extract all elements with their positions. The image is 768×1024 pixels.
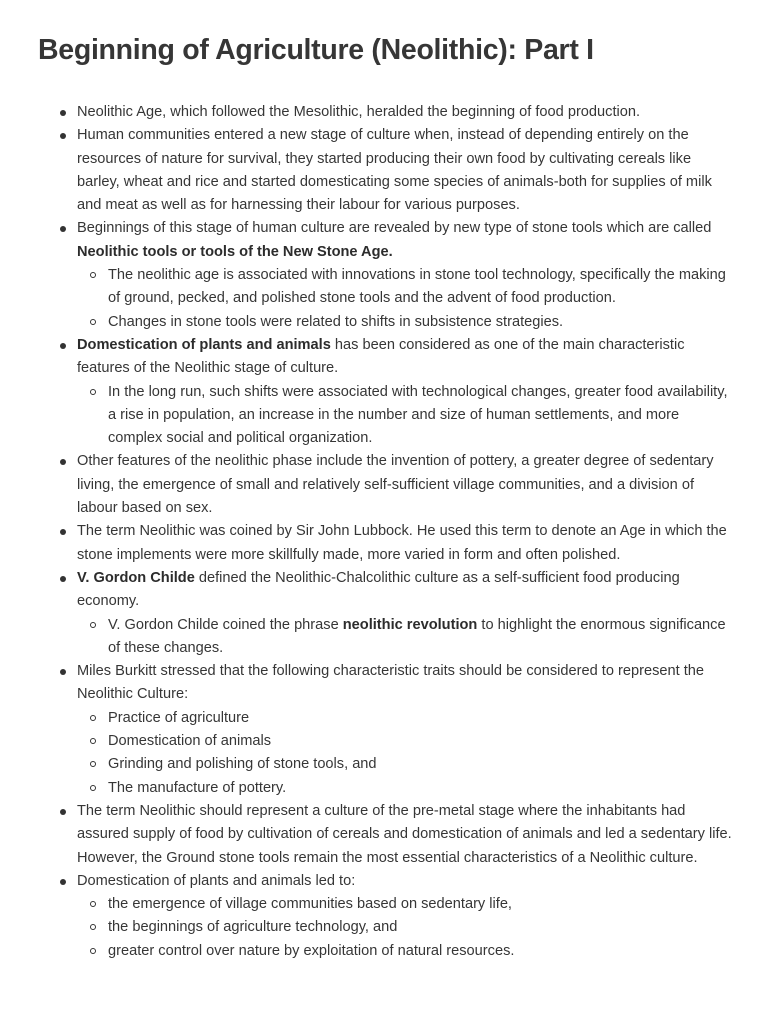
sub-list-item [108, 614, 732, 661]
sub-list-item: Changes in stone tools were related to shifts in subsistence strategies. [108, 311, 732, 334]
item-text: has been considered as one of the main characteristic features of the Neolithic stage of culture. [77, 336, 685, 377]
list-item [77, 660, 732, 800]
list-item [77, 101, 732, 124]
item-text: Neolithic Age, which followed the Mesolithic, heralded the beginning of food production. [77, 104, 641, 120]
sub-list-item: Domestication of animals [108, 730, 732, 753]
sub-item-text: to highlight the enormous significance of these changes. [108, 616, 726, 656]
item-text: Miles Burkitt stressed that the following characteristic traits should be considered to represent the Neolithic Culture: [77, 663, 705, 703]
list-item [77, 450, 732, 520]
sub-list-item: The neolithic age is associated with innovations in stone tool technology, specifically the making of ground, pecked, and polished stone tools and the advent of food production. [108, 264, 732, 311]
item-text: Human communities entered a new stage of culture when, instead of depending entirely on the resources of nature for survival, they started producing their own food by cultivating cereals like barley, wheat and rice and started domesticating some species of animals-both for supplies of milk and meat as well as for harnessing their labour for various purposes. [77, 127, 712, 214]
item-bold-text: V. Gordon Childe [77, 569, 195, 586]
sub-list [77, 614, 732, 661]
sub-list-item: the emergence of village communities based on sedentary life, [108, 893, 732, 916]
sub-list [77, 264, 732, 334]
item-text: Beginnings of this stage of human culture are revealed by new type of stone tools which are called [77, 220, 712, 237]
sub-list [77, 707, 732, 800]
item-text: Other features of the neolithic phase include the invention of pottery, a greater degree of sedentary living, the emergence of small and relatively self-sufficient village communities, and a division of labour based on sex. [77, 453, 714, 517]
bullet-list [77, 101, 732, 963]
sub-list-item: the beginnings of agriculture technology, and [108, 916, 732, 939]
list-item [77, 334, 732, 450]
list-item [77, 520, 732, 567]
sub-list-item: greater control over nature by exploitation of natural resources. [108, 940, 732, 963]
sub-list-item: Grinding and polishing of stone tools, and [108, 753, 732, 776]
sub-list-item: The manufacture of pottery. [108, 777, 732, 800]
list-item [77, 124, 732, 217]
list-item [77, 870, 732, 963]
list-item [77, 217, 732, 333]
sub-list-item: In the long run, such shifts were associated with technological changes, greater food availability, a rise in population, an increase in the number and size of human settlements, and more complex social and political organization. [108, 381, 732, 451]
sub-list [77, 381, 732, 451]
list-item [77, 567, 732, 660]
list-item [77, 800, 732, 870]
item-text: The term Neolithic was coined by Sir John Lubbock. He used this term to denote an Age in which the stone implements were more skillfully made, more varied in form and often polished. [77, 523, 727, 563]
item-text: defined the Neolithic-Chalcolithic culture as a self-sufficient food producing economy. [77, 569, 680, 610]
sub-item-bold-text: neolithic revolution [342, 616, 478, 633]
sub-item-text: V. Gordon Childe coined the phrase [108, 616, 343, 633]
page-title: Beginning of Agriculture (Neolithic): Part I [38, 34, 594, 66]
item-text: Domestication of plants and animals led to: [77, 872, 356, 889]
sub-list-item: Practice of agriculture [108, 707, 732, 730]
item-text: The term Neolithic should represent a culture of the pre-metal stage where the inhabitants had assured supply of food by cultivation of cereals and domestication of animals and led a sedentary life. However, the Ground stone tools remain the most essential characteristics of a Neolithic culture. [77, 802, 732, 866]
item-bold-text: Domestication of plants and animals [77, 336, 331, 353]
sub-list [77, 893, 732, 963]
item-bold-text: Neolithic tools or tools of the New Stone Age. [77, 243, 393, 260]
